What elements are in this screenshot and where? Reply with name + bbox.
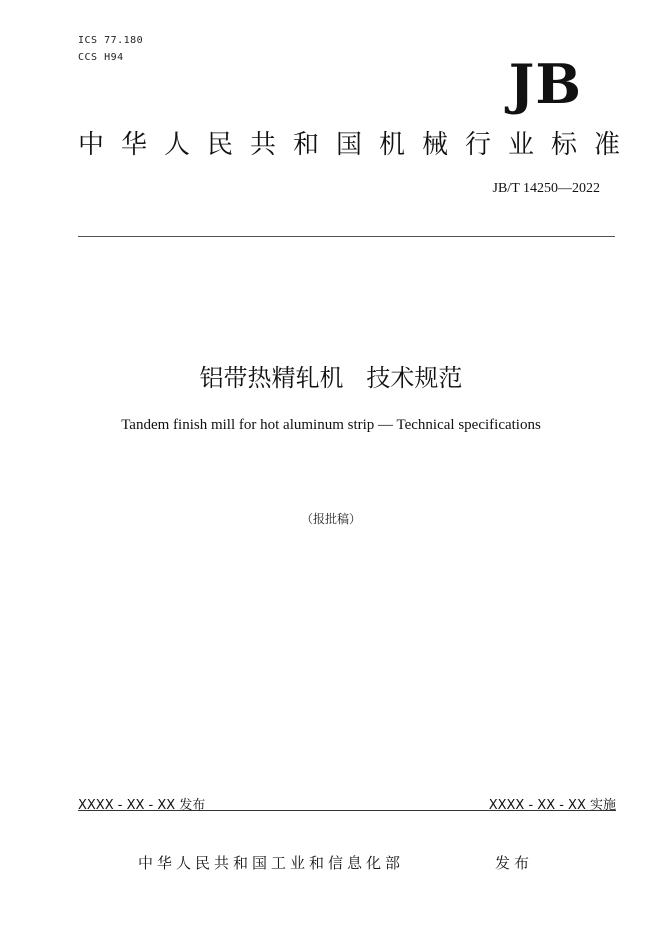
industry-standard-title: 中华人民共和国机械行业标准 (78, 130, 638, 160)
footer-divider (78, 810, 616, 811)
ccs-code: CCS H94 (78, 52, 124, 63)
document-title-english: Tandem finish mill for hot aluminum strip — Technical specifications (121, 417, 541, 433)
ics-code: ICS 77.180 (78, 35, 144, 46)
jb-logo: JB (508, 52, 582, 116)
document-title-chinese: 铝带热精轧机 技术规范 (199, 364, 463, 392)
implementation-date: XXXX - XX - XX 实施 (488, 798, 616, 813)
header-divider (78, 236, 615, 237)
standard-number: JB/T 14250—2022 (492, 181, 600, 196)
publisher-name: 中华人民共和国工业和信息化部 (138, 854, 405, 872)
publish-label: 发布 (495, 854, 534, 872)
draft-status-note: （报批稿） (300, 512, 361, 526)
issue-date: XXXX - XX - XX 发布 (78, 798, 206, 813)
